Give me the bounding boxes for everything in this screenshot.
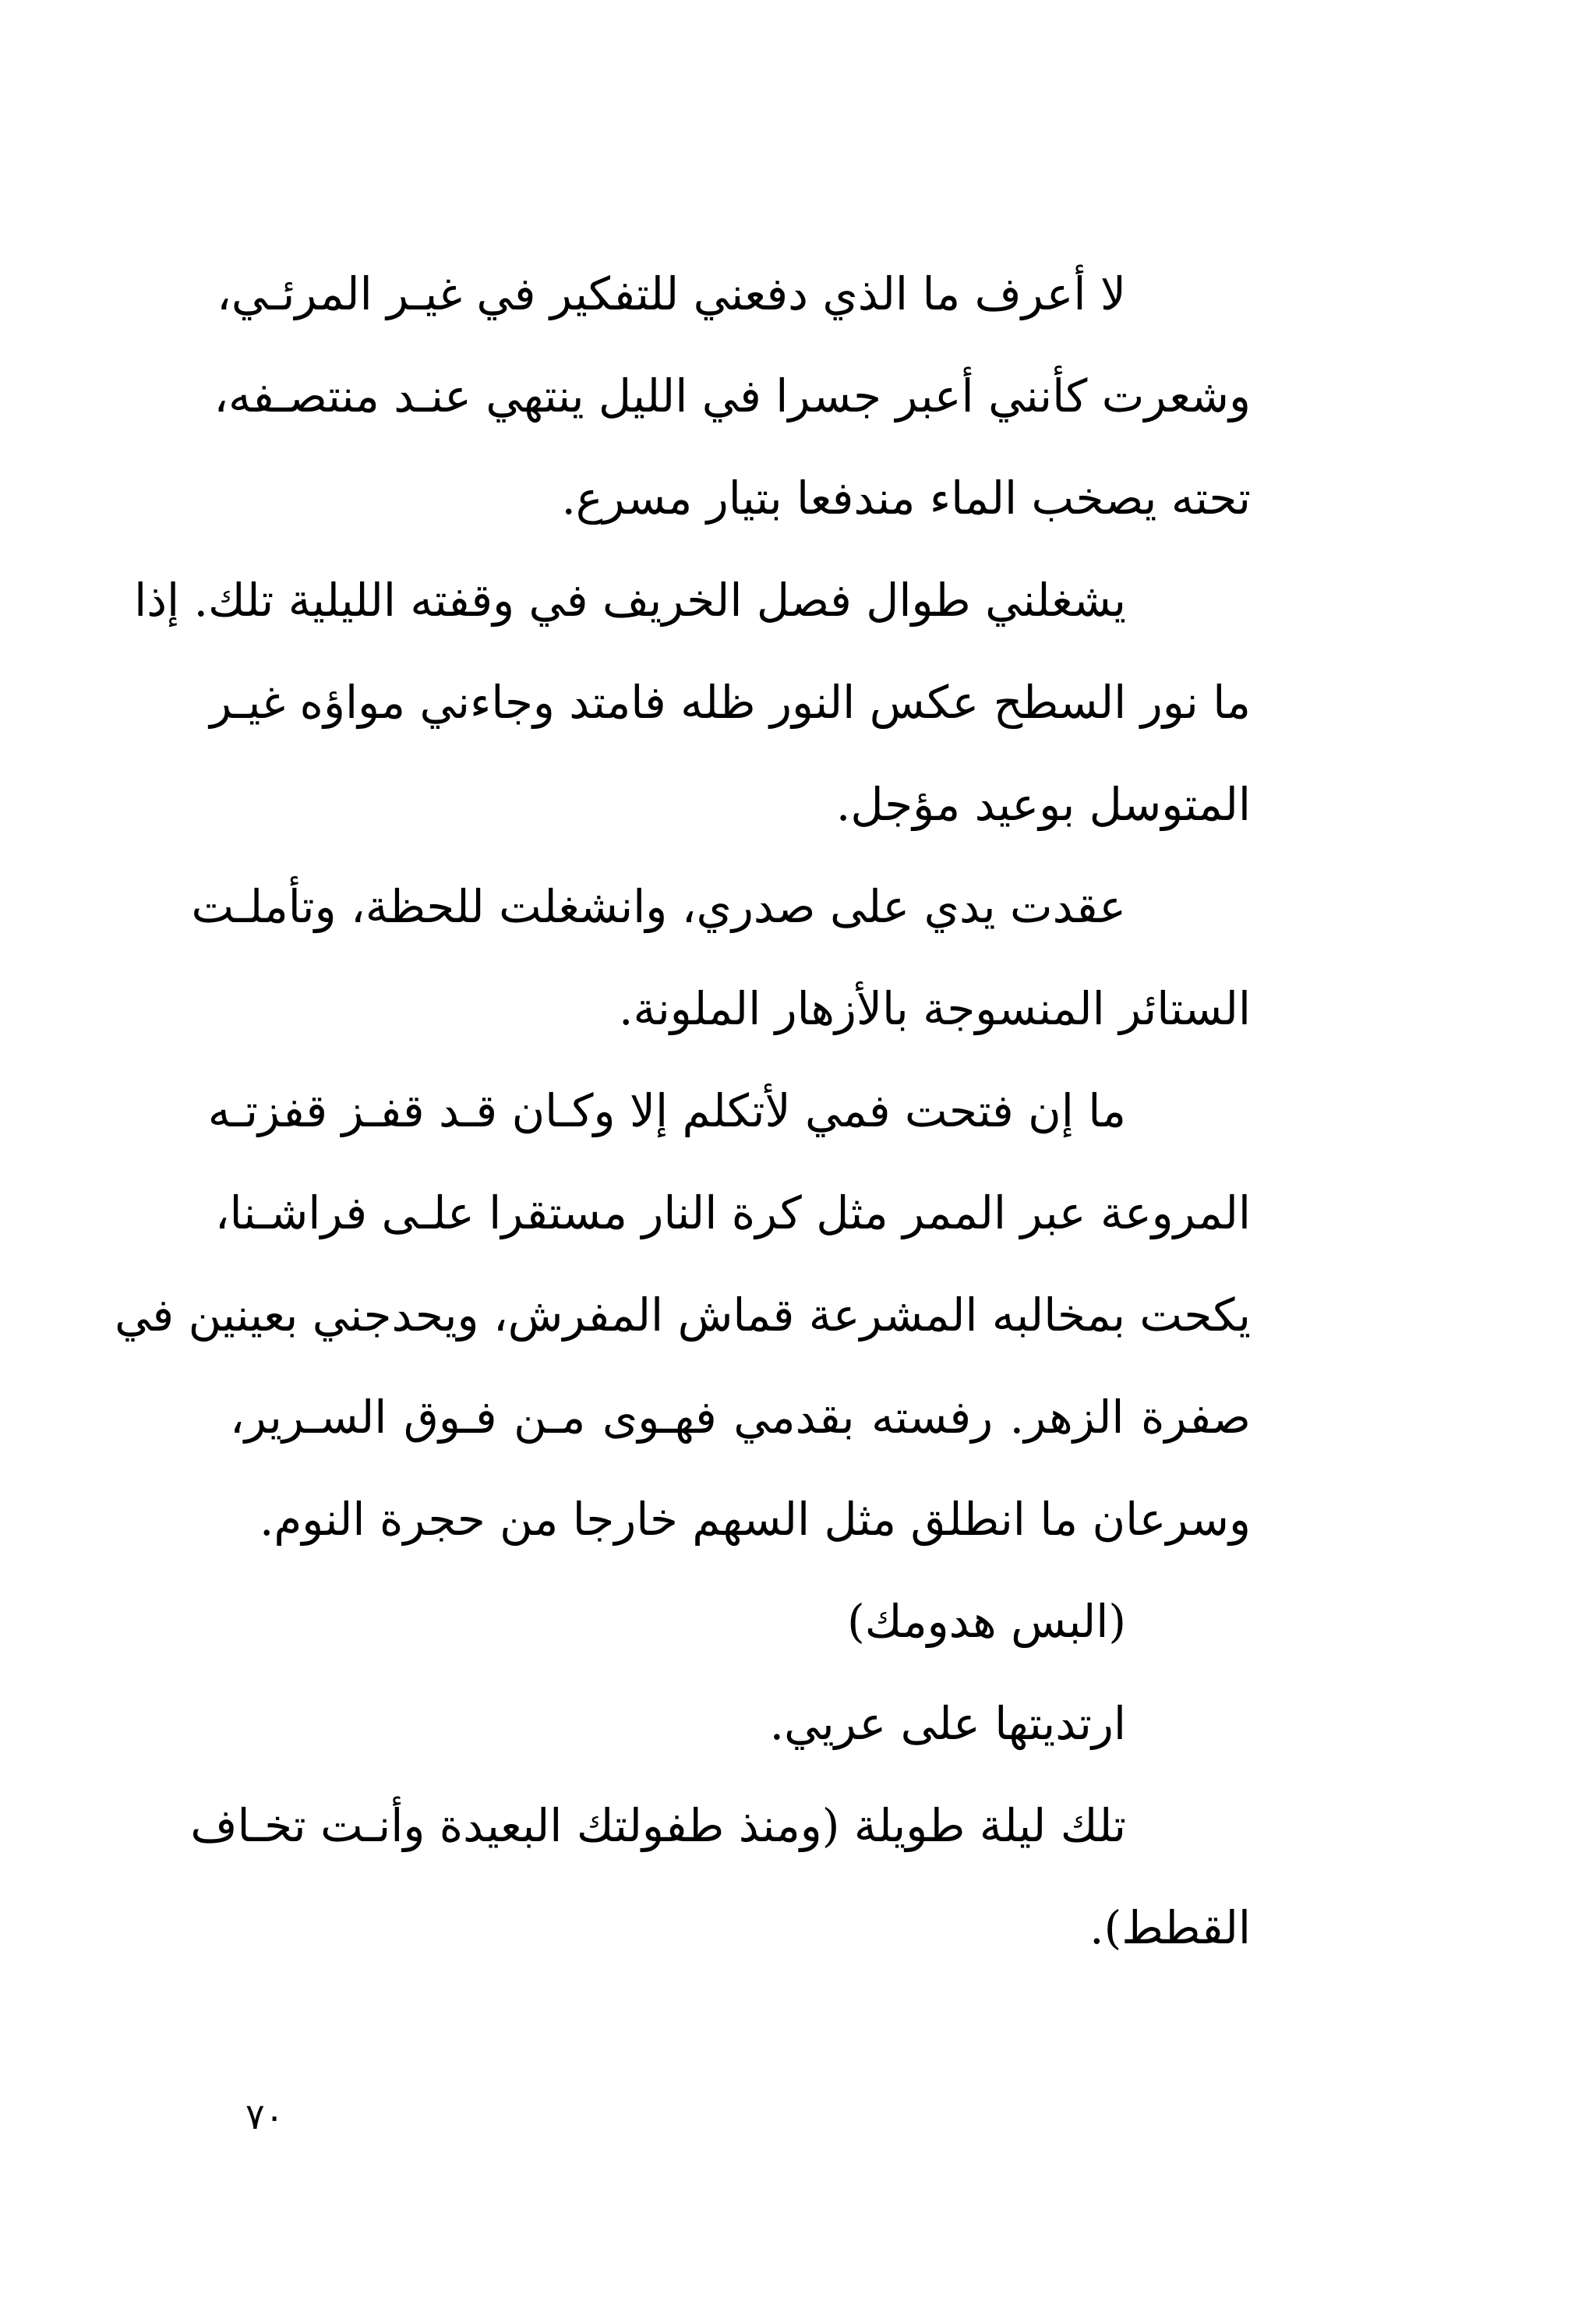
text-line: المتوسل بوعيد مؤجل. xyxy=(835,778,1251,831)
text-line: المروعة عبر الممر مثل كرة النار مستقرا علـى فراشـنا، xyxy=(214,1186,1251,1239)
paragraph-5 xyxy=(230,1571,1375,1673)
text-line: يشغلني طوال فصل الخريف في وقفته الليلية تلك. إذا xyxy=(134,574,1126,627)
text-line: يكحت بمخالبه المشرعة قماش المفرش، ويحدجني بعينين في xyxy=(115,1289,1251,1342)
text-line: ما إن فتحت فمي لأتكلم إلا وكـان قـد قفـز قفزتـه xyxy=(207,1084,1126,1137)
text-line: ارتديتها على عريي. xyxy=(769,1697,1126,1750)
text-line: عقدت يدي على صدري، وانشغلت للحظة، وتأملـت xyxy=(191,880,1126,933)
text-line: تحته يصخب الماء مندفعا بتيار مسرع. xyxy=(561,472,1251,525)
body-text xyxy=(115,243,1375,1979)
page-number: ٧٠ xyxy=(245,2095,284,2137)
paragraph-4 xyxy=(115,1060,1375,1571)
text-line: (البس هدومك) xyxy=(847,1595,1126,1648)
paragraph-3 xyxy=(191,856,1375,1060)
paragraph-7 xyxy=(190,1775,1375,1979)
text-line: صفرة الزهر. رفسته بقدمي فهـوى مـن فـوق السـرير، xyxy=(230,1391,1251,1444)
paragraph-2 xyxy=(134,550,1375,856)
text-line: لا أعرف ما الذي دفعني للتفكير في غيـر المرئـي، xyxy=(217,267,1126,320)
paragraph-1 xyxy=(214,243,1375,550)
text-line: ما نور السطح عكس النور ظله فامتد وجاءني مواؤه غيـر xyxy=(210,676,1251,729)
text-line: تلك ليلة طويلة (ومنذ طفولتك البعيدة وأنـت تخـاف xyxy=(190,1799,1126,1852)
text-line: الستائر المنسوجة بالأزهار الملونة. xyxy=(619,982,1251,1035)
paragraph-6 xyxy=(230,1673,1375,1775)
text-line: وشعرت كأنني أعبر جسرا في الليل ينتهي عنـد منتصـفه، xyxy=(214,369,1251,422)
text-line: وسرعان ما انطلق مثل السهم خارجا من حجرة النوم. xyxy=(259,1493,1251,1546)
text-line: القطط). xyxy=(1089,1901,1251,1954)
